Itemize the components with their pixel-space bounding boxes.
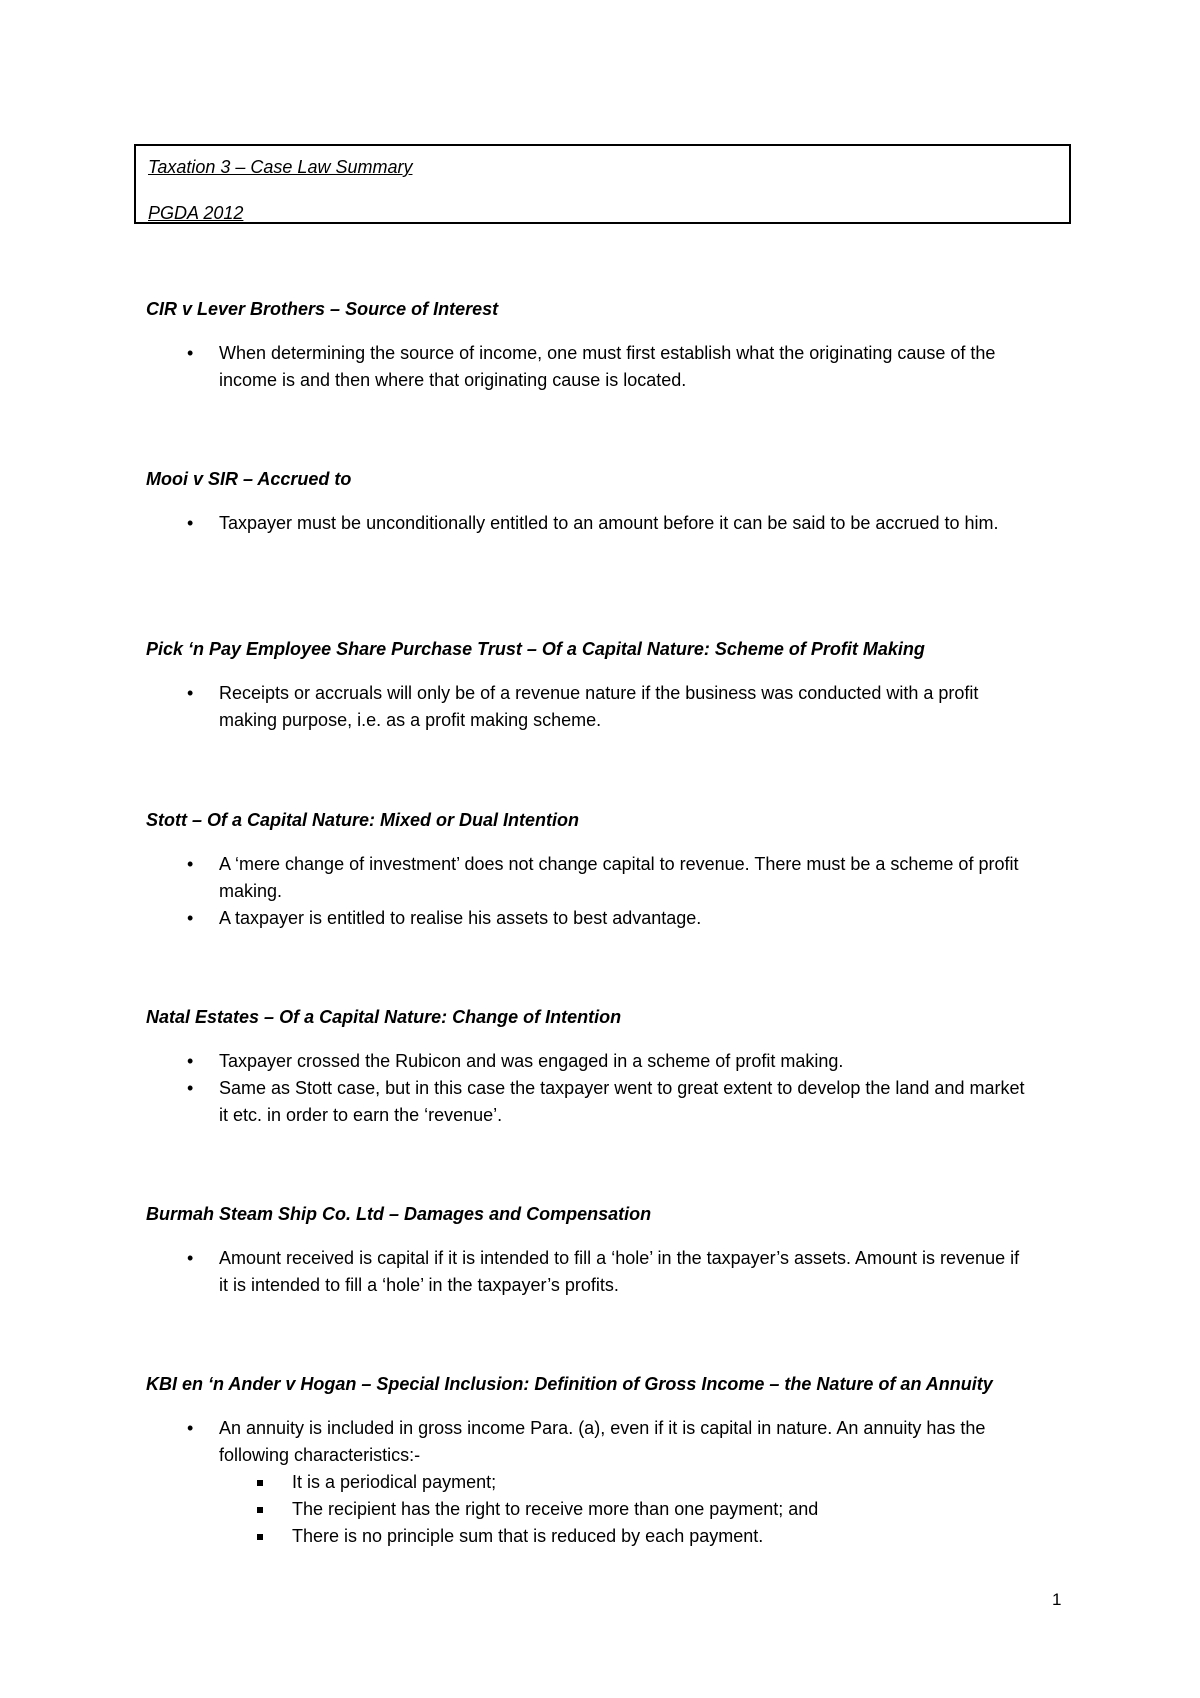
case-heading: KBI en ‘n Ander v Hogan – Special Inclusion: Definition of Gross Income – the Nature of an Annuity [146, 1374, 993, 1394]
case-point: • A ‘mere change of investment’ does not change capital to revenue. There must be a scheme of profit making. [146, 851, 1026, 905]
document-title: Taxation 3 – Case Law Summary [148, 157, 413, 177]
case-heading: CIR v Lever Brothers – Source of Interest [146, 299, 499, 319]
case-point: • Taxpayer crossed the Rubicon and was engaged in a scheme of profit making. [146, 1048, 1026, 1075]
case-section-mooi [146, 467, 1086, 537]
document-subtitle: PGDA 2012 [148, 203, 244, 223]
case-sub-point: The recipient has the right to receive more than one payment; and [146, 1496, 1086, 1523]
case-point: • Taxpayer must be unconditionally entitled to an amount before it can be said to be accrued to him. [146, 510, 1026, 537]
case-heading: Pick ‘n Pay Employee Share Purchase Trust – Of a Capital Nature: Scheme of Profit Making [146, 639, 925, 659]
case-heading: Stott – Of a Capital Nature: Mixed or Dual Intention [146, 810, 580, 830]
case-section-pick-n-pay [146, 637, 1086, 734]
case-sub-point: It is a periodical payment; [146, 1469, 1086, 1496]
case-heading: Burmah Steam Ship Co. Ltd – Damages and Compensation [146, 1204, 652, 1224]
case-point: • Amount received is capital if it is intended to fill a ‘hole’ in the taxpayer’s assets. Amount is revenue if it is intended to fill a ‘hole’ in the taxpayer’s profits. [146, 1245, 1026, 1299]
case-point: • Same as Stott case, but in this case the taxpayer went to great extent to develop the land and market it etc. in order to earn the ‘revenue’. [146, 1075, 1026, 1129]
case-sub-point: There is no principle sum that is reduced by each payment. [146, 1523, 1086, 1550]
case-section-hogan [146, 1372, 1086, 1550]
page-number: 1 [1052, 1590, 1062, 1609]
title-box [134, 144, 1071, 224]
case-point: • A taxpayer is entitled to realise his assets to best advantage. [146, 905, 1026, 932]
case-section-stott [146, 808, 1086, 932]
case-point: • An annuity is included in gross income Para. (a), even if it is capital in nature. An annuity has the following characteristics:- [146, 1415, 1026, 1469]
case-point: • Receipts or accruals will only be of a revenue nature if the business was conducted with a profit making purpose, i.e. as a profit making scheme. [146, 680, 1026, 734]
case-section-lever-brothers [146, 297, 1086, 394]
case-point: • When determining the source of income, one must first establish what the originating cause of the income is and then where that originating cause is located. [146, 340, 1026, 394]
case-heading: Natal Estates – Of a Capital Nature: Change of Intention [146, 1007, 622, 1027]
case-section-burmah [146, 1202, 1086, 1299]
case-section-natal-estates [146, 1005, 1086, 1129]
case-heading: Mooi v SIR – Accrued to [146, 469, 352, 489]
